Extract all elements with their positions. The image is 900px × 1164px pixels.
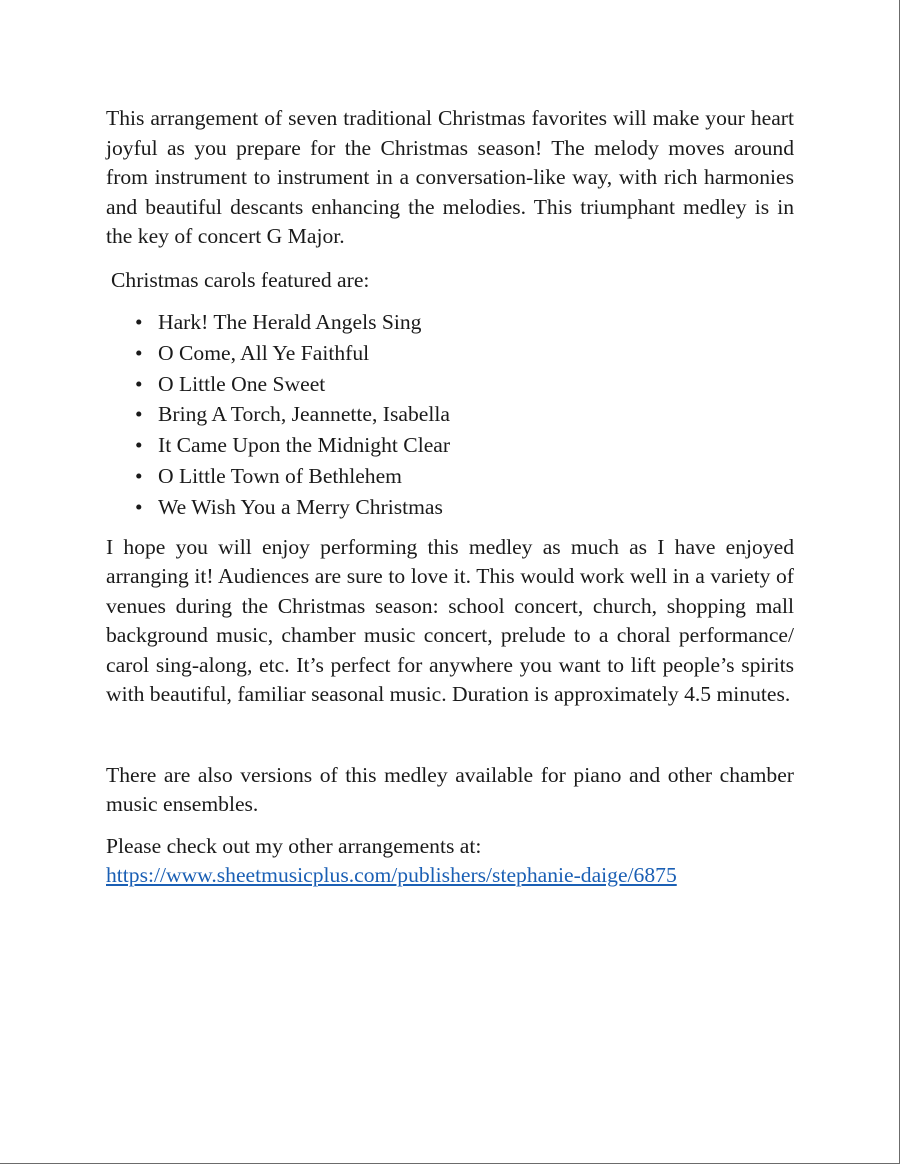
list-item	[106, 399, 794, 430]
bullet-icon: •	[135, 402, 143, 427]
bullet-icon: •	[135, 310, 143, 334]
carol-title: Bring A Torch, Jeannette, Isabella	[158, 402, 450, 427]
list-item	[106, 338, 794, 369]
bullet-icon: •	[135, 371, 143, 396]
bullet-icon: •	[135, 494, 143, 519]
bullet-icon: •	[135, 433, 143, 458]
carol-title: O Little One Sweet	[158, 371, 326, 396]
carol-title: O Come, All Ye Faithful	[158, 340, 370, 365]
list-item	[106, 430, 794, 461]
carol-list	[106, 307, 794, 523]
bullet-icon: •	[135, 340, 143, 365]
list-item	[106, 307, 794, 338]
intro-paragraph: This arrangement of seven traditional Christmas favorites will make your heart joyful as you prepare for the Christmas season! The melody moves around from instrument to instrument in a conversation-like way, with rich harmonies and beautiful descants enhancing the melodies. This triumphant medley is in the key of concert G Major.	[106, 106, 794, 248]
check-arrangements-text: Please check out my other arrangements at:	[106, 833, 482, 858]
versions-paragraph: There are also versions of this medley available for piano and other chamber music ensembles.	[106, 762, 794, 817]
document-body	[106, 104, 794, 891]
carol-title: O Little Town of Bethlehem	[158, 463, 402, 488]
list-item	[106, 492, 794, 523]
carol-title: It Came Upon the Midnight Clear	[158, 433, 451, 458]
carol-title: Hark! The Herald Angels Sing	[158, 310, 422, 334]
list-item	[106, 461, 794, 492]
bullet-icon: •	[135, 463, 143, 488]
arrangements-link[interactable]: https://www.sheetmusicplus.com/publishers/stephanie-daige/6875	[106, 863, 677, 888]
hope-paragraph: I hope you will enjoy performing this medley as much as I have enjoyed arranging it! Audiences are sure to love it. This would work well in a variety of venues during the Christmas season: school concert, church, shopping mall background music, chamber music concert, prelude to a choral performance/ carol sing-along, etc. It’s perfect for anywhere you want to lift people’s spirits with beautiful, familiar seasonal music. Duration is approximately 4.5 minutes.	[106, 534, 794, 707]
carols-heading: Christmas carols featured are:	[111, 267, 370, 292]
carol-title: We Wish You a Merry Christmas	[158, 494, 443, 519]
list-item	[106, 369, 794, 400]
